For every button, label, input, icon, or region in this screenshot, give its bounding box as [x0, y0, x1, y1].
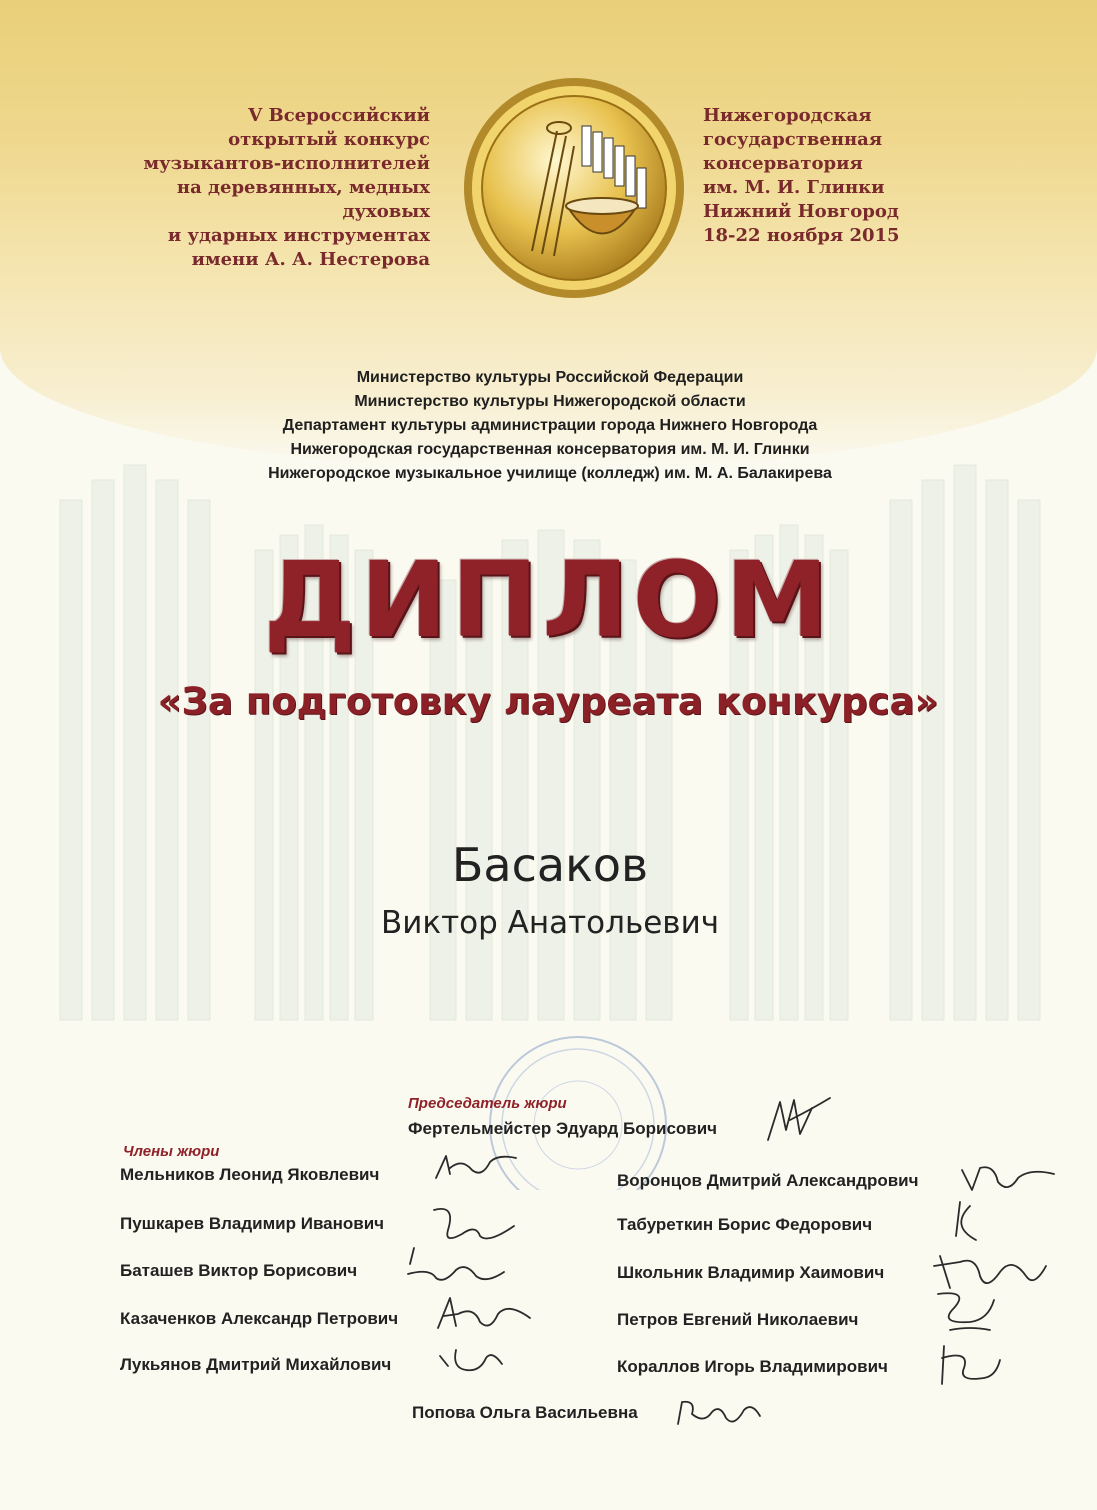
- jury-member-left: Мельников Леонид Яковлевич: [120, 1165, 380, 1184]
- competition-line: имени А. А. Нестерова: [191, 249, 430, 270]
- signature: [436, 1344, 506, 1378]
- signature: [428, 1200, 518, 1250]
- jury-member-right: Кораллов Игорь Владимирович: [617, 1357, 888, 1376]
- jury-member-right: Табуреткин Борис Федорович: [617, 1215, 873, 1234]
- organizer-line: Нижегородская государственная консерватория им. М. И. Глинки: [290, 441, 810, 458]
- organizer-line: Департамент культуры администрации города Нижнего Новгорода: [282, 417, 818, 434]
- signature: [400, 1244, 510, 1290]
- jury-member-right: Петров Евгений Николаевич: [617, 1310, 859, 1329]
- competition-line: музыкантов-исполнителей: [143, 153, 430, 174]
- host-line: Нижегородская: [703, 105, 872, 126]
- host-line: им. М. И. Глинки: [703, 177, 885, 198]
- host-line: государственная: [703, 129, 883, 150]
- competition-line: открытый конкурс: [228, 129, 430, 150]
- jury-member-left: Пушкарев Владимир Иванович: [120, 1214, 385, 1233]
- signature: [930, 1196, 1050, 1296]
- signature: [958, 1160, 1058, 1200]
- host-block: [703, 104, 1003, 248]
- competition-title-block: [95, 104, 430, 272]
- diploma-subtitle: «За подготовку лауреата конкурса»: [157, 680, 939, 723]
- signature: [434, 1292, 534, 1336]
- jury-member-left: Лукьянов Дмитрий Михайлович: [120, 1355, 392, 1374]
- competition-line: V Всероссийский: [248, 105, 430, 126]
- host-line: консерватория: [703, 153, 863, 174]
- diploma-title: ДИПЛОМ: [263, 539, 833, 661]
- organizer-line: Нижегородское музыкальное училище (колледж) им. М. А. Балакирева: [268, 465, 832, 482]
- jury-members-label: Члены жюри: [123, 1143, 220, 1160]
- signature: [432, 1148, 522, 1184]
- jury-member-left: Баташев Виктор Борисович: [120, 1261, 358, 1280]
- chair-signature: [760, 1090, 840, 1150]
- jury-member-right: Воронцов Дмитрий Александрович: [617, 1171, 919, 1190]
- competition-line: и ударных инструментах: [167, 225, 430, 246]
- jury-chair-label: Председатель жюри: [408, 1095, 567, 1112]
- jury-member-right: Школьник Владимир Хаимович: [617, 1263, 885, 1282]
- signature: [674, 1394, 764, 1434]
- host-line: Нижний Новгород: [703, 201, 899, 222]
- signature: [934, 1338, 1004, 1390]
- organ-pipes-background: [40, 440, 1060, 1060]
- organizers-list: [160, 366, 940, 486]
- jury-chair-name: Фертельмейстер Эдуард Борисович: [408, 1119, 718, 1138]
- jury-member-bottom: Попова Ольга Васильевна: [412, 1403, 638, 1422]
- competition-line: на деревянных, медных духовых: [176, 177, 430, 222]
- signature: [930, 1286, 1000, 1336]
- competition-emblem: [462, 76, 687, 301]
- recipient-surname: Басаков: [451, 838, 649, 892]
- organizer-line: Министерство культуры Российской Федерации: [356, 369, 744, 386]
- recipient-given-names: Виктор Анатольевич: [380, 905, 720, 941]
- jury-member-left: Казаченков Александр Петрович: [120, 1309, 399, 1328]
- organizer-line: Министерство культуры Нижегородской области: [354, 393, 746, 410]
- host-line: 18-22 ноября 2015: [703, 225, 900, 246]
